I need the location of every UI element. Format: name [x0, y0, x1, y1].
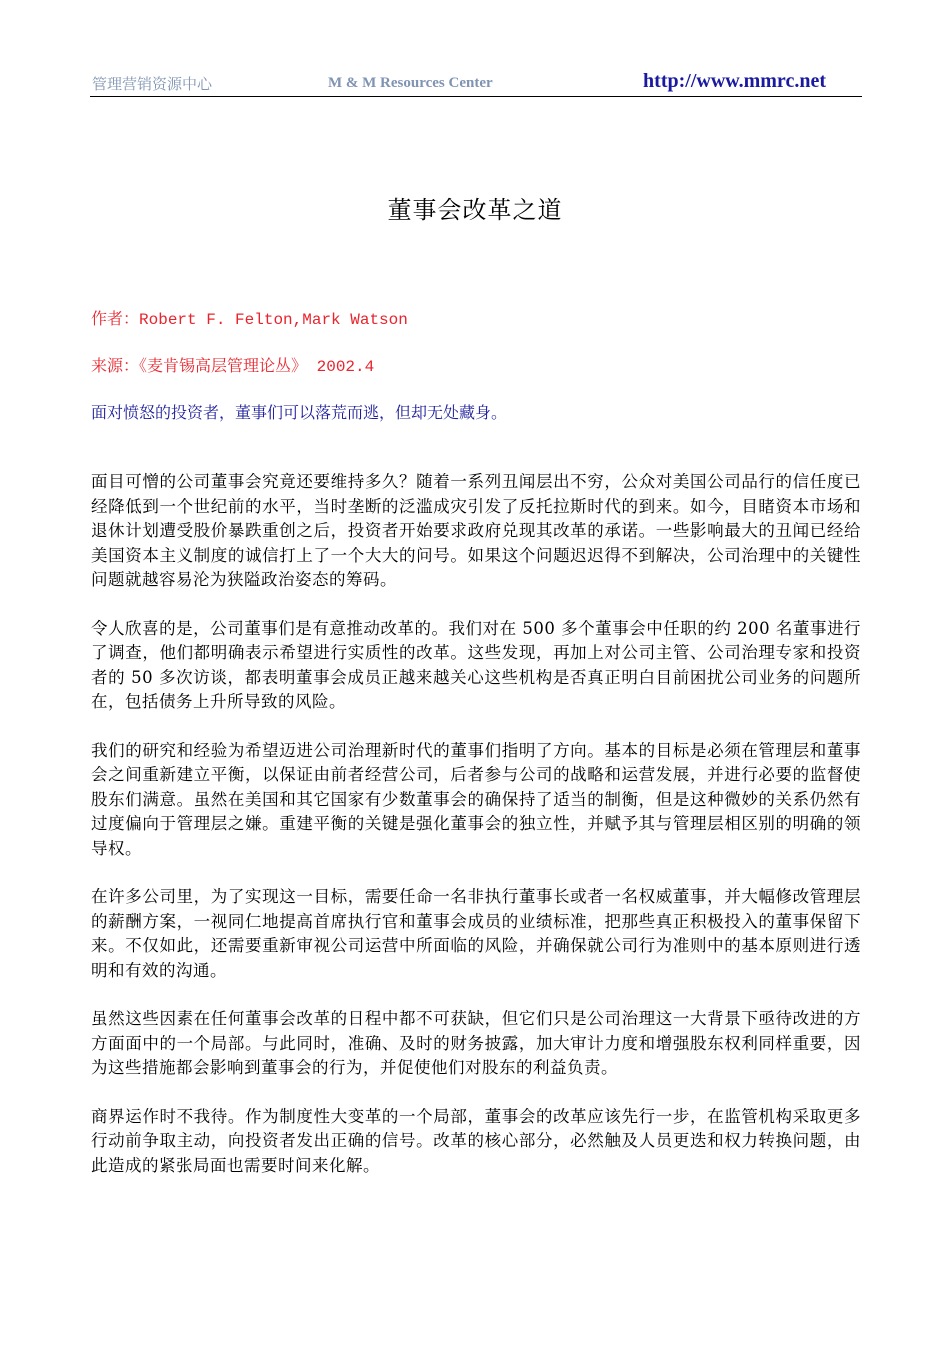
article-subtitle: 面对愤怒的投资者，董事们可以落荒而逃，但却无处藏身。 — [91, 403, 508, 422]
paragraph: 令人欣喜的是，公司董事们是有意推动改革的。我们对在 500 多个董事会中任职的约 200 名董事进行了调查，他们都明确表示希望进行实质性的改革。这些发现，再加上对公司主管、公司治理专家和投资者的 50 多次访谈，都表明董事会成员正越来越关心这些机构是否真正明白目前困扰公司业务的问题所在，包括债务上升所导致的风险。 — [91, 618, 861, 711]
source-label: 来源：《麦肯锡高层管理论丛》 — [91, 356, 308, 375]
paragraph: 我们的研究和经验为希望迈进公司治理新时代的董事们指明了方向。基本的目标是必须在管理层和董事会之间重新建立平衡，以保证由前者经营公司，后者参与公司的战略和运营发展，并进行必要的监督使股东们满意。虽然在美国和其它国家有少数董事会的确保持了适当的制衡，但是这种微妙的关系仍然有过度偏向于管理层之嫌。重建平衡的关键是强化董事会的独立性，并赋予其与管理层相区别的明确的领导权。 — [91, 740, 861, 858]
source-value: 2002.4 — [307, 358, 375, 376]
paragraph: 面目可憎的公司董事会究竟还要维持多久？随着一系列丑闻层出不穷，公众对美国公司品行的信任度已经降低到一个世纪前的水平，当时垄断的泛滥成灾引发了反托拉斯时代的到来。如今，目睹资本市场和退休计划遭受股价暴跌重创之后，投资者开始要求政府兑现其改革的承诺。一些影响最大的丑闻已经给美国资本主义制度的诚信打上了一个大大的问号。如果这个问题迟迟得不到解决，公司治理中的关键性问题就越容易沦为狭隘政治姿态的筹码。 — [91, 472, 861, 589]
article-body — [91, 470, 861, 1202]
article-title: 董事会改革之道 — [387, 196, 563, 224]
paragraph: 虽然这些因素在任何董事会改革的日程中都不可获缺，但它们只是公司治理这一大背景下亟待改进的方方面面中的一个局部。与此同时，准确、及时的财务披露，加大审计力度和增强股东权利同样重要，因为这些措施都会影响到董事会的行为，并促使他们对股东的利益负责。 — [91, 1009, 861, 1077]
paragraph: 在许多公司里，为了实现这一目标，需要任命一名非执行董事长或者一名权威董事，并大幅修改管理层的薪酬方案，一视同仁地提高首席执行官和董事会成员的业绩标准，把那些真正积极投入的董事保留下来。不仅如此，还需要重新审视公司运营中所面临的风险，并确保就公司行为准则中的基本原则进行透明和有效的沟通。 — [91, 887, 861, 980]
author-value: Robert F. Felton,Mark Watson — [139, 311, 408, 329]
page-header — [90, 70, 862, 97]
paragraph: 商界运作时不我待。作为制度性大变革的一个局部，董事会的改革应该先行一步，在监管机构采取更多行动前争取主动，向投资者发出正确的信号。改革的核心部分，必然触及人员更迭和权力转换问题，由此造成的紧张局面也需要时间来化解。 — [91, 1106, 861, 1175]
header-org-name: 管理营销资源中心 — [92, 75, 213, 93]
header-center-name: M & M Resources Center — [328, 75, 493, 91]
article-source-line — [91, 353, 374, 376]
article-author-line — [91, 306, 408, 329]
author-label: 作者： — [91, 309, 140, 328]
header-url-link[interactable]: http://www.mmrc.net — [643, 70, 826, 92]
